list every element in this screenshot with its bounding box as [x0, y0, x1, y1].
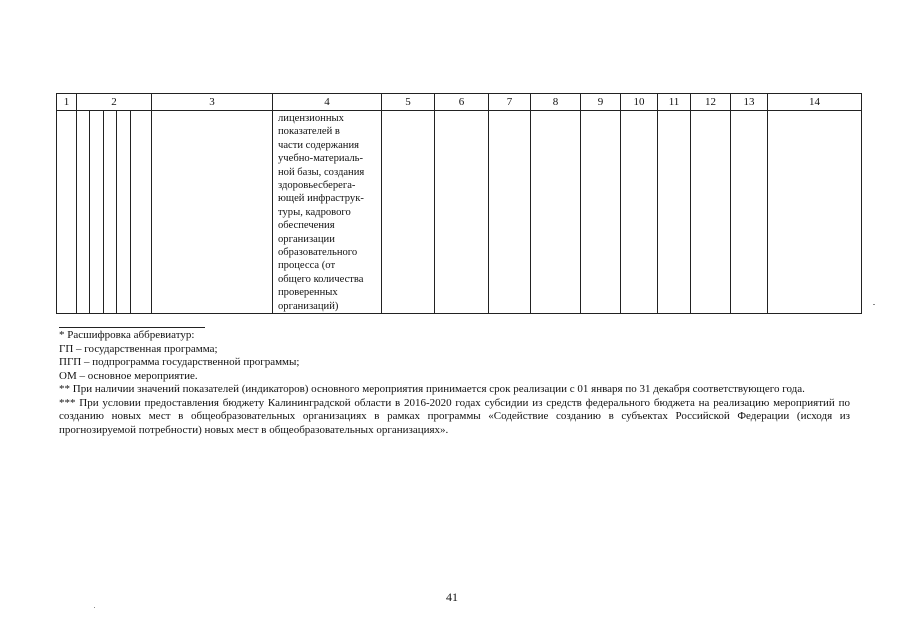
- cell-col-2c: [104, 111, 117, 314]
- col-header-6: 6: [435, 94, 489, 111]
- col-header-13: 13: [731, 94, 768, 111]
- cell-col-13: [731, 111, 768, 314]
- cell-col-11: [658, 111, 691, 314]
- col-header-14: 14: [768, 94, 862, 111]
- scan-speck: [94, 607, 95, 608]
- indicators-table: [56, 93, 862, 314]
- cell-col-2b: [90, 111, 104, 314]
- col-header-10: 10: [621, 94, 658, 111]
- table-row: [57, 111, 862, 314]
- footnote-om: ОМ – основное мероприятие.: [59, 369, 198, 382]
- footnote-separator: [59, 327, 205, 328]
- col-header-7: 7: [489, 94, 531, 111]
- cell-col-7: [489, 111, 531, 314]
- cell-col-6: [435, 111, 489, 314]
- cell-col-2d: [117, 111, 131, 314]
- cell-col-14: [768, 111, 862, 314]
- col-header-9: 9: [581, 94, 621, 111]
- col-header-4: 4: [273, 94, 382, 111]
- page-number: 41: [446, 590, 458, 604]
- cell-col-2e: [131, 111, 152, 314]
- footnote-abbreviations-title: * Расшифровка аббревиатур:: [59, 329, 195, 341]
- cell-col-2a: [77, 111, 90, 314]
- cell-col-10: [621, 111, 658, 314]
- footnote-gp: ГП – государственная программа;: [59, 342, 218, 355]
- cell-col-1: [57, 111, 77, 314]
- col-header-2: 2: [77, 94, 152, 111]
- cell-col-3: [152, 111, 273, 314]
- cell-col-8: [531, 111, 581, 314]
- col-header-8: 8: [531, 94, 581, 111]
- col-header-12: 12: [691, 94, 731, 111]
- footnote-federal-subsidy: *** При условии предоставления бюджету Калининградской области в 2016-2020 годах субсидии из средств федерального бюджета на реализацию мероприятий по созданию новых мест в общеобразовательных организациях в рамках программы «Содействие созданию в субъектах Российской Федерации (исходя из прогнозируемой потребности) новых мест в общеобразовательных организациях».: [59, 396, 850, 436]
- header-row: [57, 94, 862, 111]
- footnote-pgp: ПГП – подпрограмма государственной программы;: [59, 356, 300, 368]
- col-header-1: 1: [57, 94, 77, 111]
- indicator-description: лицензионных показателей в части содержания учебно-материаль- ной базы, создания здоровьесберега- ющей инфраструк- туры, кадрового обеспечения организации образовательного процесса (от общего количества проверенных организаций): [278, 113, 365, 312]
- footnote-indicator-period: ** При наличии значений показателей (индикаторов) основного мероприятия принимается срок реализации с 01 января по 31 декабря соответствующего года.: [59, 383, 805, 395]
- cell-col-9: [581, 111, 621, 314]
- col-header-5: 5: [382, 94, 435, 111]
- cell-col-12: [691, 111, 731, 314]
- cell-col-5: [382, 111, 435, 314]
- footnotes: [59, 329, 850, 437]
- col-header-11: 11: [658, 94, 691, 111]
- col-header-3: 3: [152, 94, 273, 111]
- cell-col-4: [273, 111, 382, 314]
- scan-speck: [873, 304, 875, 305]
